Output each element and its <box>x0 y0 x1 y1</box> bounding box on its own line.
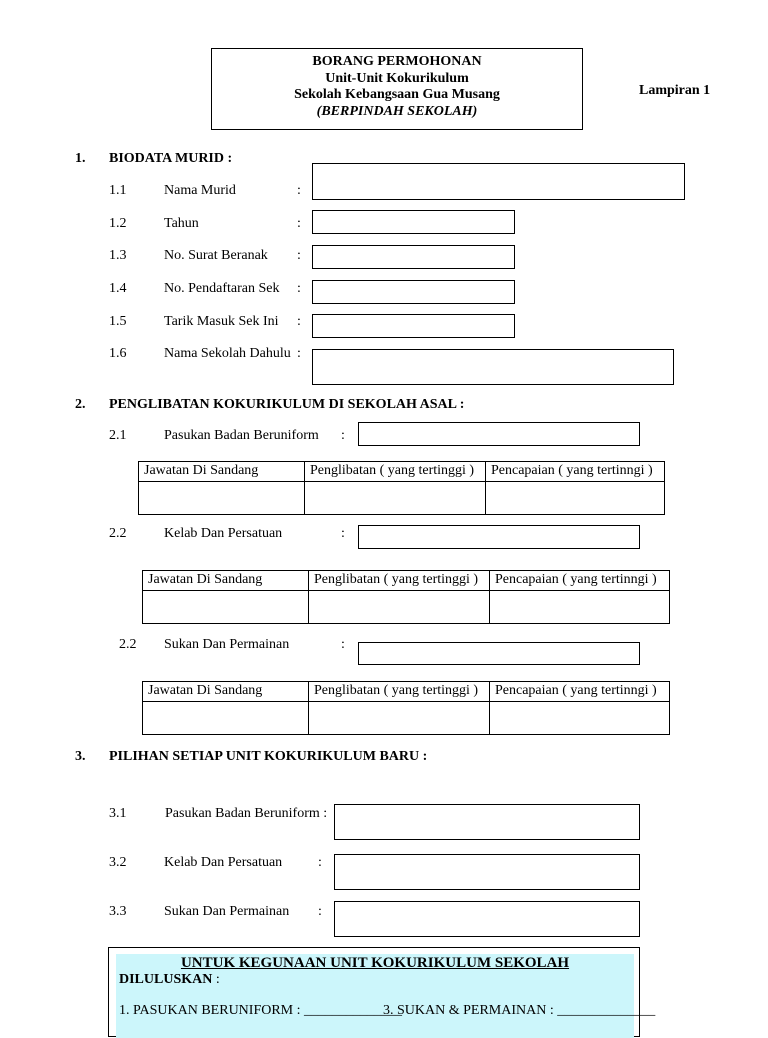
diluluskan-label: DILULUSKAN : <box>119 972 220 987</box>
item-1-5-number: 1.5 <box>109 314 127 329</box>
school-name: Sekolah Kebangsaan Gua Musang <box>294 87 500 102</box>
asal-beruniform-table <box>138 461 665 515</box>
item-3-3-number: 3.3 <box>109 904 127 919</box>
section3-number: 3. <box>75 749 86 764</box>
item-1-4-number: 1.4 <box>109 281 127 296</box>
section1-number: 1. <box>75 151 86 166</box>
official-use-panel <box>116 954 656 1038</box>
table-cell-penglibatan[interactable] <box>305 482 486 515</box>
item-1-4-label: No. Pendaftaran Sek <box>164 281 280 296</box>
official-use-title: UNTUK KEGUNAAN UNIT KOKURIKULUM SEKOLAH <box>180 955 570 971</box>
item-1-2-colon: : <box>297 216 301 231</box>
item-1-4-colon: : <box>297 281 301 296</box>
table-header-pencapaian: Pencapaian ( yang tertinngi ) <box>490 682 670 702</box>
item-1-3-label: No. Surat Beranak <box>164 248 268 263</box>
form-header-box <box>211 48 583 130</box>
table-cell-jawatan[interactable] <box>143 591 309 624</box>
item-3-1-label: Pasukan Badan Beruniform : <box>165 806 328 821</box>
nama-murid-field[interactable] <box>312 163 685 200</box>
item-1-3-number: 1.3 <box>109 248 127 263</box>
approved-sukan-line: 3. SUKAN & PERMAINAN : ______________ <box>383 1003 656 1018</box>
item-1-6-colon: : <box>297 346 301 361</box>
table-cell-jawatan[interactable] <box>139 482 305 515</box>
baru-beruniform-field[interactable] <box>334 804 640 840</box>
item-1-2-number: 1.2 <box>109 216 127 231</box>
table-cell-pencapaian[interactable] <box>486 482 665 515</box>
item-3-1-number: 3.1 <box>109 806 127 821</box>
item-1-5-colon: : <box>297 314 301 329</box>
section1-title: BIODATA MURID : <box>109 151 233 166</box>
table-header-penglibatan: Penglibatan ( yang tertinggi ) <box>309 682 490 702</box>
table-header-penglibatan: Penglibatan ( yang tertinggi ) <box>309 571 490 591</box>
baru-kelab-field[interactable] <box>334 854 640 890</box>
pendaftaran-field[interactable] <box>312 280 515 304</box>
item-2-2-colon: : <box>341 526 345 541</box>
table-cell-penglibatan[interactable] <box>309 702 490 735</box>
section2-title: PENGLIBATAN KOKURIKULUM DI SEKOLAH ASAL : <box>109 397 465 412</box>
asal-sukan-field[interactable] <box>358 642 640 665</box>
form-type: (BERPINDAH SEKOLAH) <box>316 103 478 119</box>
table-cell-jawatan[interactable] <box>143 702 309 735</box>
item-3-2-label: Kelab Dan Persatuan <box>164 855 283 870</box>
asal-kelab-field[interactable] <box>358 525 640 549</box>
table-header-jawatan: Jawatan Di Sandang <box>143 571 309 591</box>
item-2-3-number: 2.2 <box>119 637 137 652</box>
table-cell-penglibatan[interactable] <box>309 591 490 624</box>
section2-number: 2. <box>75 397 86 412</box>
asal-sukan-table <box>142 681 670 735</box>
item-2-1-label: Pasukan Badan Beruniform <box>164 428 319 443</box>
item-1-6-label: Nama Sekolah Dahulu <box>164 346 291 361</box>
item-2-2-number: 2.2 <box>109 526 127 541</box>
tarikh-masuk-field[interactable] <box>312 314 515 338</box>
baru-sukan-field[interactable] <box>334 901 640 937</box>
item-1-5-label: Tarik Masuk Sek Ini <box>164 314 279 329</box>
table-header-jawatan: Jawatan Di Sandang <box>139 462 305 482</box>
table-header-jawatan: Jawatan Di Sandang <box>143 682 309 702</box>
item-1-1-number: 1.1 <box>109 183 127 198</box>
item-3-3-label: Sukan Dan Permainan <box>164 904 290 919</box>
table-cell-pencapaian[interactable] <box>490 591 670 624</box>
item-2-1-colon: : <box>341 428 345 443</box>
item-2-3-label: Sukan Dan Permainan <box>164 637 290 652</box>
lampiran-label: Lampiran 1 <box>639 83 711 98</box>
item-2-3-colon: : <box>341 637 345 652</box>
table-cell-pencapaian[interactable] <box>490 702 670 735</box>
sekolah-dahulu-field[interactable] <box>312 349 674 385</box>
approved-beruniform-line: 1. PASUKAN BERUNIFORM : ______________ <box>119 1003 403 1018</box>
table-header-pencapaian: Pencapaian ( yang tertinngi ) <box>486 462 665 482</box>
section3-title: PILIHAN SETIAP UNIT KOKURIKULUM BARU : <box>109 749 428 764</box>
item-2-2-label: Kelab Dan Persatuan <box>164 526 283 541</box>
item-1-1-label: Nama Murid <box>164 183 236 198</box>
table-header-penglibatan: Penglibatan ( yang tertinggi ) <box>305 462 486 482</box>
form-subtitle: Unit-Unit Kokurikulum <box>325 70 469 86</box>
item-2-1-number: 2.1 <box>109 428 127 443</box>
item-1-2-label: Tahun <box>164 216 199 231</box>
item-3-3-colon: : <box>318 904 322 919</box>
form-title: BORANG PERMOHONAN <box>312 54 482 69</box>
asal-kelab-table <box>142 570 670 624</box>
item-1-3-colon: : <box>297 248 301 263</box>
tahun-field[interactable] <box>312 210 515 234</box>
asal-beruniform-field[interactable] <box>358 422 640 446</box>
surat-beranak-field[interactable] <box>312 245 515 269</box>
table-header-pencapaian: Pencapaian ( yang tertinngi ) <box>490 571 670 591</box>
item-1-6-number: 1.6 <box>109 346 127 361</box>
item-3-2-number: 3.2 <box>109 855 127 870</box>
item-1-1-colon: : <box>297 183 301 198</box>
item-3-2-colon: : <box>318 855 322 870</box>
